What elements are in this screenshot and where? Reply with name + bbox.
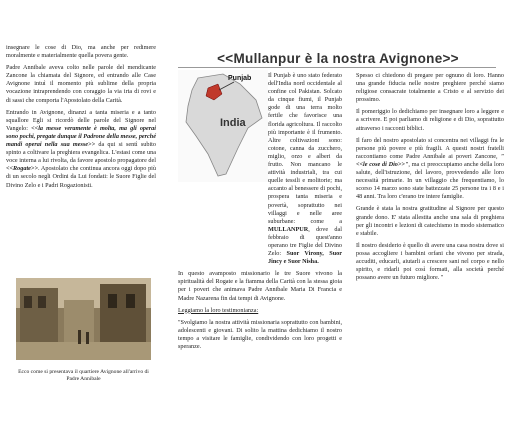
sisters-names: Suor Virony, Suor Jincy e Suor Nisha. bbox=[268, 250, 343, 266]
mullanpur-name: MULLANPUR bbox=[268, 225, 309, 233]
paragraph bbox=[178, 72, 342, 266]
paragraph: Il nostro desiderio è quello di avere una casa nostra dove si possa accogliere i bambini orfani che vivono per strada, accuditi, educarli, aiutarli a crescere sani nel corpo e nello spirito, e ridarli poi così formati, alla società perché possano avere un futuro migliore. " bbox=[356, 241, 504, 282]
right-column bbox=[356, 72, 504, 286]
paragraph: In questo avamposto missionario le tre Suore vivono la spiritualità del Rogate e la fiamma della Carità con la stessa gioia per i poveri che animava Padre Annibale Maria Di Francia e Madre Nazarena fin dai tempi di Avignone. bbox=[178, 270, 342, 302]
avignone-photo bbox=[16, 278, 151, 360]
paragraph: Spesso ci chiedono di pregare per ognuno di loro. Hanno una grande fiducia nelle nostre preghiere perché siamo religiose consacrate totalmente a Cristo e al servizio dei prossimo. bbox=[356, 72, 504, 104]
map-label-india: India bbox=[220, 117, 246, 129]
text: Il Punjab è uno stato federato dell'India nord occidentale al confine col Pakistan. Solcato da cinque fiumi, il Punjab gode di una terra molto fertile che favorisce una florida agricoltura. Il raccolto più importante è il frumento. Altre coltivazioni sono: cotone, canna da zucchero, miglio, orzo e alberi da frutto. Non mancano le attività industriali, tra cui quelle tessili e molitorie; ma accanto al benessere di pochi, prospera tanta miseria e povertà, soprattutto nei villaggi e nelle aree suburbane: come a bbox=[268, 72, 342, 225]
paragraph: "Svolgiamo la nostra attività missionaria soprattutto con bambini, adolescenti e giovani. Di solito la mattina dedichiamo il nostro tempo a visitare le famiglie, condividendo con loro progetti e speranze. bbox=[178, 318, 342, 350]
map-label-punjab: Punjab bbox=[228, 75, 252, 82]
text: Il faro del nostro apostolato si concentra nei villaggi fra le persone più povere e più fragili. A questi nostri fratelli raccontiamo come Padre Annibale ai poveri Zancone, bbox=[356, 136, 504, 160]
middle-column bbox=[178, 72, 342, 355]
photo-caption: Ecco come si presentava il quartiere Avignone all'arrivo di Padre Annibale bbox=[18, 369, 149, 383]
article-title: <<Mullanpur è la nostra Avignone>> bbox=[217, 51, 459, 66]
text: da qui si sentì subito spinto a coltivare la preghiera evangelica. L'estasi come una voce interna a lui rivolta, da favore apostolo propagatore del bbox=[6, 141, 156, 165]
quote: "<<le cose di Dio>>" bbox=[356, 152, 504, 168]
text: , dove dal febbraio di quest'anno operano tre Figlie del Divino Zelo: bbox=[268, 225, 342, 258]
title-divider bbox=[178, 67, 496, 68]
paragraph bbox=[356, 137, 504, 202]
paragraph: Grande è stata la nostra gratitudine al Signore per questo grande dono. E' stata allestita anche una sala di preghiera per gli incontri e lezioni di catechismo in modo sistematico e stabile. bbox=[356, 205, 504, 237]
testimony-heading: Leggiamo la loro testimonianza: bbox=[178, 306, 259, 314]
rogate-word: <<Rogate>> bbox=[6, 165, 38, 173]
text: , ma ci preoccupiamo anche della loro salute, dell'istruzione, del lavoro, provvedendo alle loro necessità primarie. In un villaggio che frequentiamo, lo scorso 14 marzo sono state battezzate 25 persone tra i 8 e i 48 anni. Tra loro c'erano tre intere famiglie. bbox=[356, 160, 504, 201]
text: . Apostolato che continua ancora oggi dopo più di un secolo negli Ordini da Lui fondati: le Suore Figlie del Divino Zelo e i Padri Rogazionisti. bbox=[6, 165, 156, 189]
paragraph: Il pomeriggio lo dedichiamo per insegnare loro a leggere e a scrivere. E poi parliamo di religione e di Dio, soprattutto attraverso i racconti biblici. bbox=[356, 108, 504, 132]
left-column bbox=[6, 44, 156, 194]
paragraph: Padre Annibale aveva colto nelle parole del mendicante Zancone la chiamata del Signore, ed entrando alle Case Avignone intuì il momento più sublime della propria vocazione intraprendendo con coraggio la via irta di rovi e di sassi che comporta l'Apostolato della Carità. bbox=[6, 64, 156, 104]
paragraph: insegnare le cose di Dio, ma anche per redimere moralmente e materialmente quella povera gente. bbox=[6, 44, 156, 60]
paragraph bbox=[6, 109, 156, 190]
text: Entrando in Avignone, dinanzi a tanta miseria e a tanto squallore Egli si ricordò delle parole del Signore nel Vangelo: bbox=[6, 108, 156, 132]
gospel-quote: <<la messe veramente è molta, ma gli operai sono pochi, pregate dunque il Padrone della messe, perché mandi operai nella sua messe>> bbox=[6, 124, 156, 149]
